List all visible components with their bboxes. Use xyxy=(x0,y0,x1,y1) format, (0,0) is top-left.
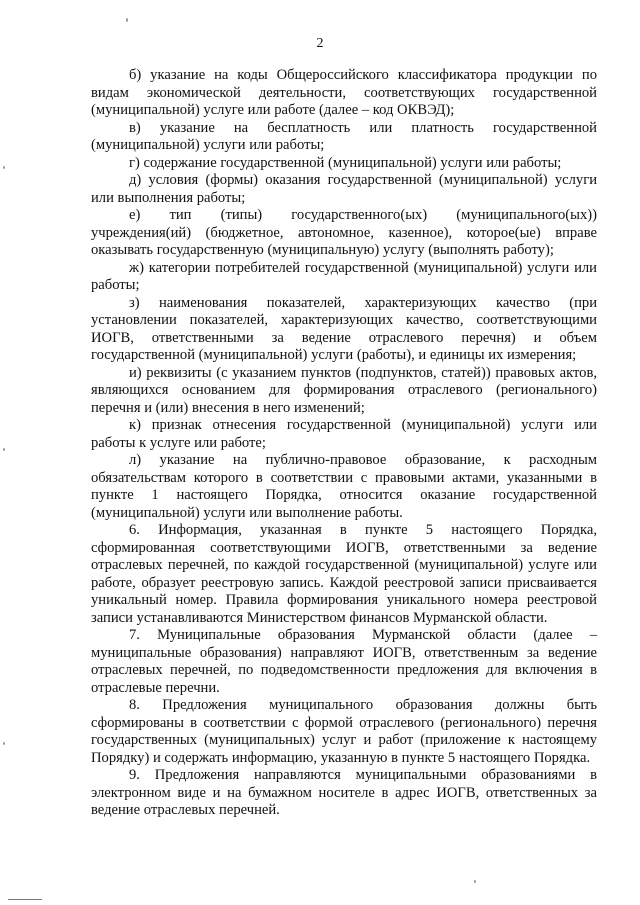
paragraph-e-institution-type: е) тип (типы) государственного(ых) (муниципального(ых)) учреждения(ий) (бюджетное, автономное, казенное), которое(ые) вправе оказывать государственную (муниципальную) услугу (выполнять работу); xyxy=(91,207,597,258)
paragraph-i-legal-acts: и) реквизиты (с указанием пунктов (подпунктов, статей)) правовых актов, являющихся основанием для формирования отраслевого (регионального) перечня и (или) внесения в него изменений; xyxy=(91,364,597,416)
paragraph-z-indicators: з) наименования показателей, характеризующих качество (при установлении показателей, характеризующих качество, соответствующими ИОГВ, ответственными за ведение отраслевого перечня) и объем государственной (муниципальной) услуги (работы), и единицы их измерения; xyxy=(91,294,597,363)
paragraph-zh-consumers: ж) категории потребителей государственной (муниципальной) услуги или работы; xyxy=(91,259,597,293)
scan-speck xyxy=(126,18,128,22)
paragraph-8-proposals-form: 8. Предложения муниципального образования должны быть сформированы в соответствии с формой отраслевого (регионального) перечня государственных (муниципальных) услуг и работ (приложение к настоящему Порядку) и содержать информацию, указанную в пункте 5 настоящего Порядка. xyxy=(91,697,597,766)
page-number: 2 xyxy=(316,36,324,51)
paragraph-7-municipalities: 7. Муниципальные образования Мурманской области (далее – муниципальные образования) направляют ИОГВ, ответственным за ведение отраслевых перечней, по подведомственности предложения для включения в отраслевые перечни. xyxy=(91,627,597,696)
paragraph-v-payment: в) указание на бесплатность или платность государственной (муниципальной) услуги или работы; xyxy=(91,119,597,153)
scan-speck xyxy=(3,742,5,745)
paragraph-b-okved: б) указание на коды Общероссийского классификатора продукции по видам экономической деятельности, соответствующих государственной (муниципальной) услуге или работе (далее – код ОКВЭД); xyxy=(91,67,597,118)
scan-speck xyxy=(3,166,5,169)
paragraph-9-proposals-delivery: 9. Предложения направляются муниципальными образованиями в электронном виде и на бумажном носителе в адрес ИОГВ, ответственных за ведение отраслевых перечней. xyxy=(91,767,597,818)
document-body xyxy=(91,67,597,820)
paragraph-6-registry-record: 6. Информация, указанная в пункте 5 настоящего Порядка, сформированная соответствующими ИОГВ, ответственными за ведение отраслевых перечней, по каждой государственной (муниципальной) услуге или работе, образует реестровую запись. Каждой реестровой записи присваивается уникальный номер. Правила формирования уникального номера реестровой записи устанавливаются Министерством финансов Мурманской области. xyxy=(91,522,597,626)
scan-speck xyxy=(3,448,5,451)
scan-edge-mark xyxy=(8,899,42,900)
paragraph-g-content: г) содержание государственной (муниципальной) услуги или работы; xyxy=(129,154,562,171)
paragraph-k-attribute: к) признак отнесения государственной (муниципальной) услуги или работы к услуге или работе; xyxy=(91,417,597,451)
paragraph-l-public-entity: л) указание на публично-правовое образование, к расходным обязательствам которого в соответствии с правовыми актами, указанными в пункте 1 настоящего Порядка, относится оказание государственной (муниципальной) услуги или выполнение работы. xyxy=(91,452,597,521)
paragraph-d-conditions: д) условия (формы) оказания государственной (муниципальной) услуги или выполнения работы; xyxy=(91,172,597,206)
scan-speck xyxy=(474,880,476,883)
